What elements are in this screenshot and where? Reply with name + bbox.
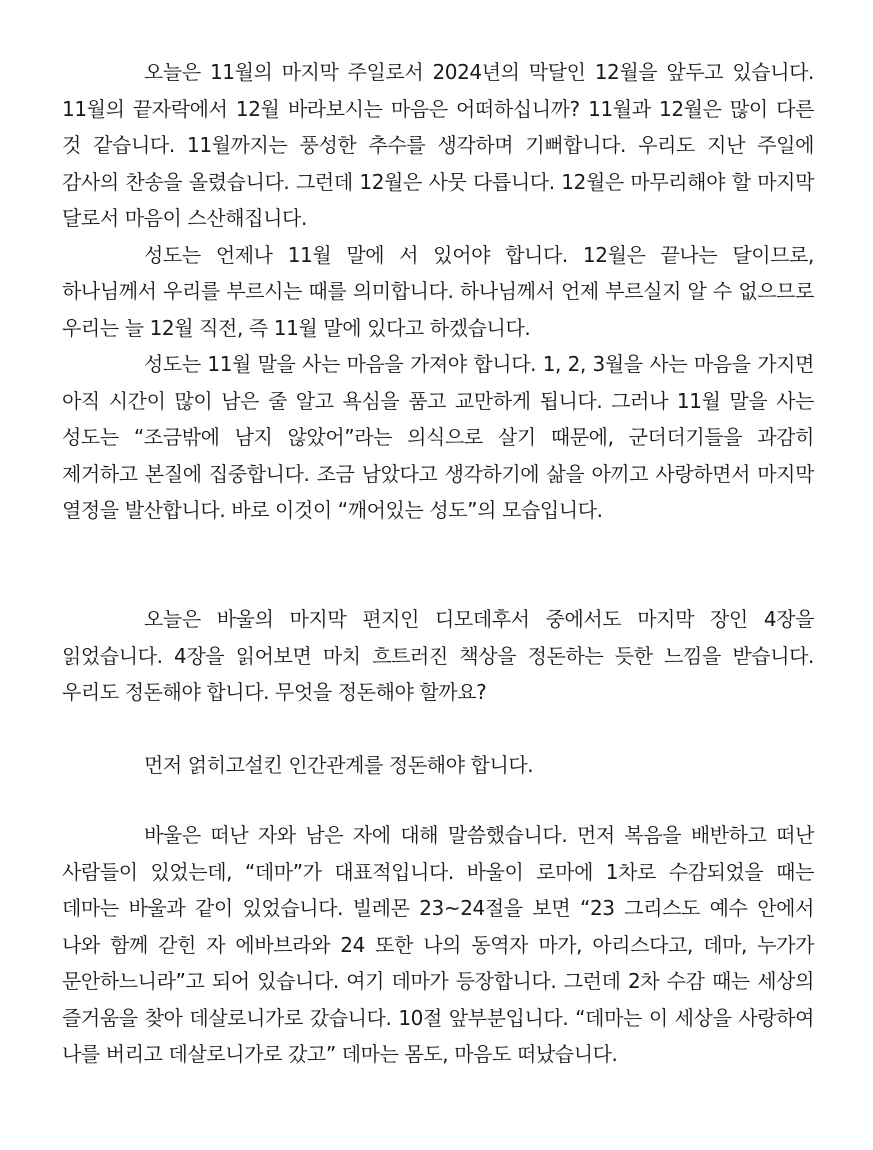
paragraph-saints-november: 성도는 언제나 11월 말에 서 있어야 합니다. 12월은 끝나는 달이므로, 하나님께서 우리를 부르시는 때를 의미합니다. 하나님께서 언제 부르실지 알 수 없으므로 우리는 늘 12월 직전, 즉 11월 말에 있다고 하겠습니다.: [62, 242, 814, 340]
section-demas: [62, 817, 814, 1073]
paragraph-relationships: 먼저 얽히고설킨 인간관계를 정돈해야 합니다.: [144, 753, 534, 777]
section-timothy-chapter-4: [62, 601, 814, 711]
section-november-end: [62, 54, 814, 529]
section-relationships: [62, 747, 814, 784]
paragraph-demas: 바울은 떠난 자와 남은 자에 대해 말씀했습니다. 먼저 복음을 배반하고 떠난 사람들이 있었는데, “데마”가 대표적입니다. 바울이 로마에 1차로 수감되었을 때는 데마는 바울과 같이 있었습니다. 빌레몬 23~24절을 보면 “23 그리스도 예수 안에서 나와 함께 갇힌 자 에바브라와 24 또한 나의 동역자 마가, 아리스다고, 데마, 누가가 문안하느니라”고 되어 있습니다. 여기 데마가 등장합니다. 그런데 2차 수감 때는 세상의 즐거움을 찾아 데살로니가로 갔습니다. 10절 앞부분입니다. “데마는 이 세상을 사랑하여 나를 버리고 데살로니가로 갔고” 데마는 몸도, 마음도 떠났습니다.: [62, 823, 814, 1066]
paragraph-living-november: 성도는 11월 말을 사는 마음을 가져야 합니다. 1, 2, 3월을 사는 마음을 가지면 아직 시간이 많이 남은 줄 알고 욕심을 품고 교만하게 됩니다. 그러나 11월 말을 사는 성도는 “조금밖에 남지 않았어”라는 의식으로 살기 때문에, 군더더기들을 과감히 제거하고 본질에 집중합니다. 조금 남았다고 생각하기에 삶을 아끼고 사랑하면서 마지막 열정을 발산합니다. 바로 이것이 “깨어있는 성도”의 모습입니다.: [62, 352, 814, 522]
paragraph-intro: 오늘은 11월의 마지막 주일로서 2024년의 막달인 12월을 앞두고 있습니다. 11월의 끝자락에서 12월 바라보시는 마음은 어떠하십니까? 11월과 12월은 많이 다른 것 같습니다. 11월까지는 풍성한 추수를 생각하며 기뻐합니다. 우리도 지난 주일에 감사의 찬송을 올렸습니다. 그런데 12월은 사뭇 다릅니다. 12월은 마무리해야 할 마지막 달로서 마음이 스산해집니다.: [62, 60, 814, 230]
paragraph-timothy: 오늘은 바울의 마지막 편지인 디모데후서 중에서도 마지막 장인 4장을 읽었습니다. 4장을 읽어보면 마치 흐트러진 책상을 정돈하는 듯한 느낌을 받습니다. 우리도 정돈해야 합니다. 무엇을 정돈해야 할까요?: [62, 607, 814, 704]
